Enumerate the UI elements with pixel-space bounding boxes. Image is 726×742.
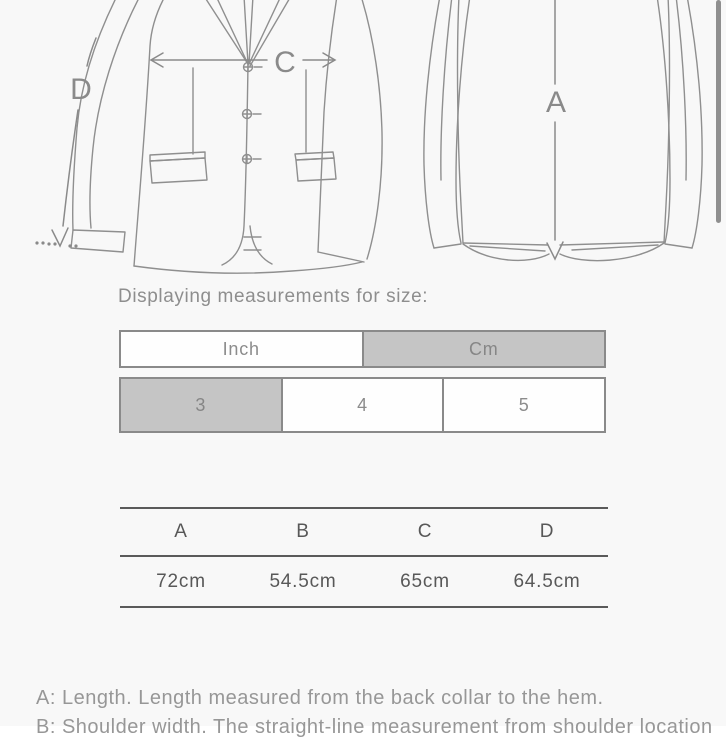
measurement-notes [36,684,716,742]
measurements-table [120,507,608,608]
measurement-value-b: 54.5cm [269,570,337,592]
measurement-value-c: 65cm [400,570,450,592]
size-option-5[interactable]: 5 [442,379,604,431]
unit-option-cm[interactable]: Cm [362,332,605,366]
measurement-value-a: 72cm [156,570,206,592]
jacket-front-drawing [71,0,382,273]
jacket-back-drawing [424,0,702,261]
size-option-3[interactable]: 3 [121,379,281,431]
measure-d-annotation [35,38,96,248]
measurement-header-c: C [417,521,433,542]
measure-a-annotation [546,0,566,259]
note-a: A: Length. Length measured from the back collar to the hem. [36,687,604,709]
measurement-header-d: D [539,521,555,542]
size-selector [119,377,606,433]
measurement-header-b: B [296,521,310,542]
measure-d-label: D [70,73,92,106]
measure-c-label: C [274,46,296,79]
size-prompt-label: Displaying measurements for size: [118,286,429,307]
table-rule-bottom [120,606,608,608]
unit-selector [119,330,606,368]
measurements-value-row [120,557,608,606]
unit-option-inch[interactable]: Inch [121,332,362,366]
measurement-header-a: A [174,521,188,542]
measure-a-label: A [545,86,567,119]
scrollbar-thumb[interactable] [716,0,721,223]
jacket-diagrams [0,0,726,300]
size-option-4[interactable]: 4 [281,379,443,431]
measurement-value-d: 64.5cm [513,570,581,592]
note-b: B: Shoulder width. The straight-line measurement from shoulder location [36,716,713,738]
measurements-header-row [120,509,608,555]
measure-c-annotation [151,46,335,79]
